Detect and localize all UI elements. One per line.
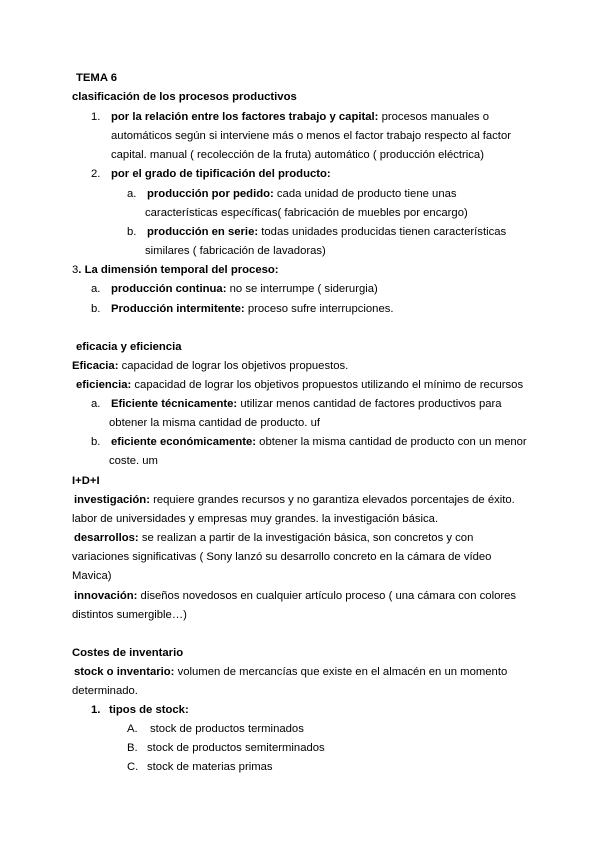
term-label: investigación: — [74, 494, 150, 506]
term-text: se realizan a partir de la investigación básica, son concretos y con — [141, 532, 474, 544]
term-text: diseños novedosos en cualquier artículo proceso ( una cámara con colores — [140, 590, 517, 602]
sub-item-label: Producción intermitente: — [111, 303, 245, 315]
item-label: . La dimensión temporal del proceso: — [78, 264, 279, 276]
sub-item-text: stock de productos semiterminados — [147, 742, 325, 754]
sub-item — [111, 397, 502, 411]
sub-item-text: proceso sufre interrupciones. — [247, 303, 394, 315]
sub-letter: a. — [91, 398, 101, 410]
sub-item-label: producción en serie: — [147, 226, 259, 238]
list-number: 2. — [91, 168, 101, 180]
item-label: tipos de stock: — [109, 704, 189, 716]
definition — [74, 531, 473, 545]
sub-item-label: eficiente económicamente: — [111, 436, 257, 448]
sub-item-text: obtener la misma cantidad de producto con un menor — [259, 436, 527, 448]
sub-letter: a. — [127, 188, 137, 200]
term-text: requiere grandes recursos y no garantiza elevados porcentajes de éxito. — [153, 494, 515, 506]
sub-letter: b. — [127, 226, 137, 238]
item-text: capital. manual ( recolección de la fruta) automático ( producción eléctrica) — [111, 149, 484, 161]
term-text: variaciones significativas ( Sony lanzó su desarrollo concreto en la cámara de vídeo — [72, 551, 492, 563]
sub-item — [147, 225, 506, 239]
list-number: 1. — [91, 704, 101, 716]
section-heading-clasificacion: clasificación de los procesos productivos — [72, 91, 297, 103]
sub-item-label: producción por pedido: — [147, 188, 274, 200]
item-label: por la relación entre los factores trabajo y capital: — [111, 111, 379, 123]
term-text: capacidad de lograr los objetivos propuestos. — [121, 360, 349, 372]
section-heading-costes: Costes de inventario — [72, 647, 184, 659]
term-label: Eficacia: — [72, 360, 119, 372]
term-label: eficiencia: — [76, 379, 132, 391]
sub-item — [111, 435, 527, 449]
item-text: automáticos según si interviene más o menos el factor trabajo respecto al factor — [111, 130, 511, 142]
list-number: 1. — [91, 111, 101, 123]
sub-item-text: características específicas( fabricación de muebles por encargo) — [145, 207, 468, 219]
sub-letter: C. — [127, 761, 139, 773]
sub-letter: B. — [127, 742, 138, 754]
term-text: Mavica) — [72, 570, 112, 582]
sub-item — [111, 282, 378, 296]
sub-item-label: producción continua: — [111, 283, 227, 295]
definition — [74, 589, 516, 603]
list-number: 3 — [72, 264, 79, 276]
term-label: innovación: — [74, 590, 138, 602]
list-item — [109, 703, 189, 717]
sub-item-label: Eficiente técnicamente: — [111, 398, 238, 410]
term-text: distintos sumergible…) — [72, 609, 187, 621]
sub-item — [111, 302, 394, 316]
term-text: capacidad de lograr los objetivos propuestos utilizando el mínimo de recursos — [134, 379, 524, 391]
sub-item-text: utilizar menos cantidad de factores productivos para — [240, 398, 502, 410]
sub-item-text: cada unidad de producto tiene unas — [276, 188, 457, 200]
list-item — [111, 110, 489, 124]
term-label: stock o inventario: — [74, 666, 175, 678]
sub-item-text: stock de materias primas — [147, 761, 273, 773]
item-text: procesos manuales o — [381, 111, 489, 123]
sub-letter: a. — [91, 283, 101, 295]
sub-letter: b. — [91, 303, 101, 315]
sub-item-text: similares ( fabricación de lavadoras) — [145, 245, 326, 257]
term-text: volumen de mercancías que existe en el almacén en un momento — [177, 666, 508, 678]
term-label: desarrollos: — [74, 532, 139, 544]
sub-letter: b. — [91, 436, 101, 448]
sub-item-text: coste. um — [109, 455, 158, 467]
sub-item-text: todas unidades producidas tienen características — [261, 226, 507, 238]
definition — [72, 359, 348, 373]
section-heading-idi: I+D+I — [72, 475, 100, 487]
list-item — [72, 263, 279, 277]
sub-item-text: obtener la misma cantidad de producto. uf — [109, 417, 321, 429]
definition — [74, 493, 515, 507]
term-text: labor de universidades y empresas muy grandes. la investigación básica. — [72, 513, 439, 525]
sub-letter: A. — [127, 723, 138, 735]
list-item — [111, 167, 331, 181]
definition — [76, 378, 523, 392]
section-heading-eficacia: eficacia y eficiencia — [76, 341, 182, 353]
sub-item-text: stock de productos terminados — [150, 723, 304, 735]
topic-title: TEMA 6 — [76, 72, 118, 84]
item-label: por el grado de tipificación del producto: — [111, 168, 331, 180]
sub-item-text: no se interrumpe ( siderurgia) — [229, 283, 378, 295]
sub-item — [147, 187, 457, 201]
definition — [74, 665, 507, 679]
term-text: determinado. — [72, 685, 138, 697]
